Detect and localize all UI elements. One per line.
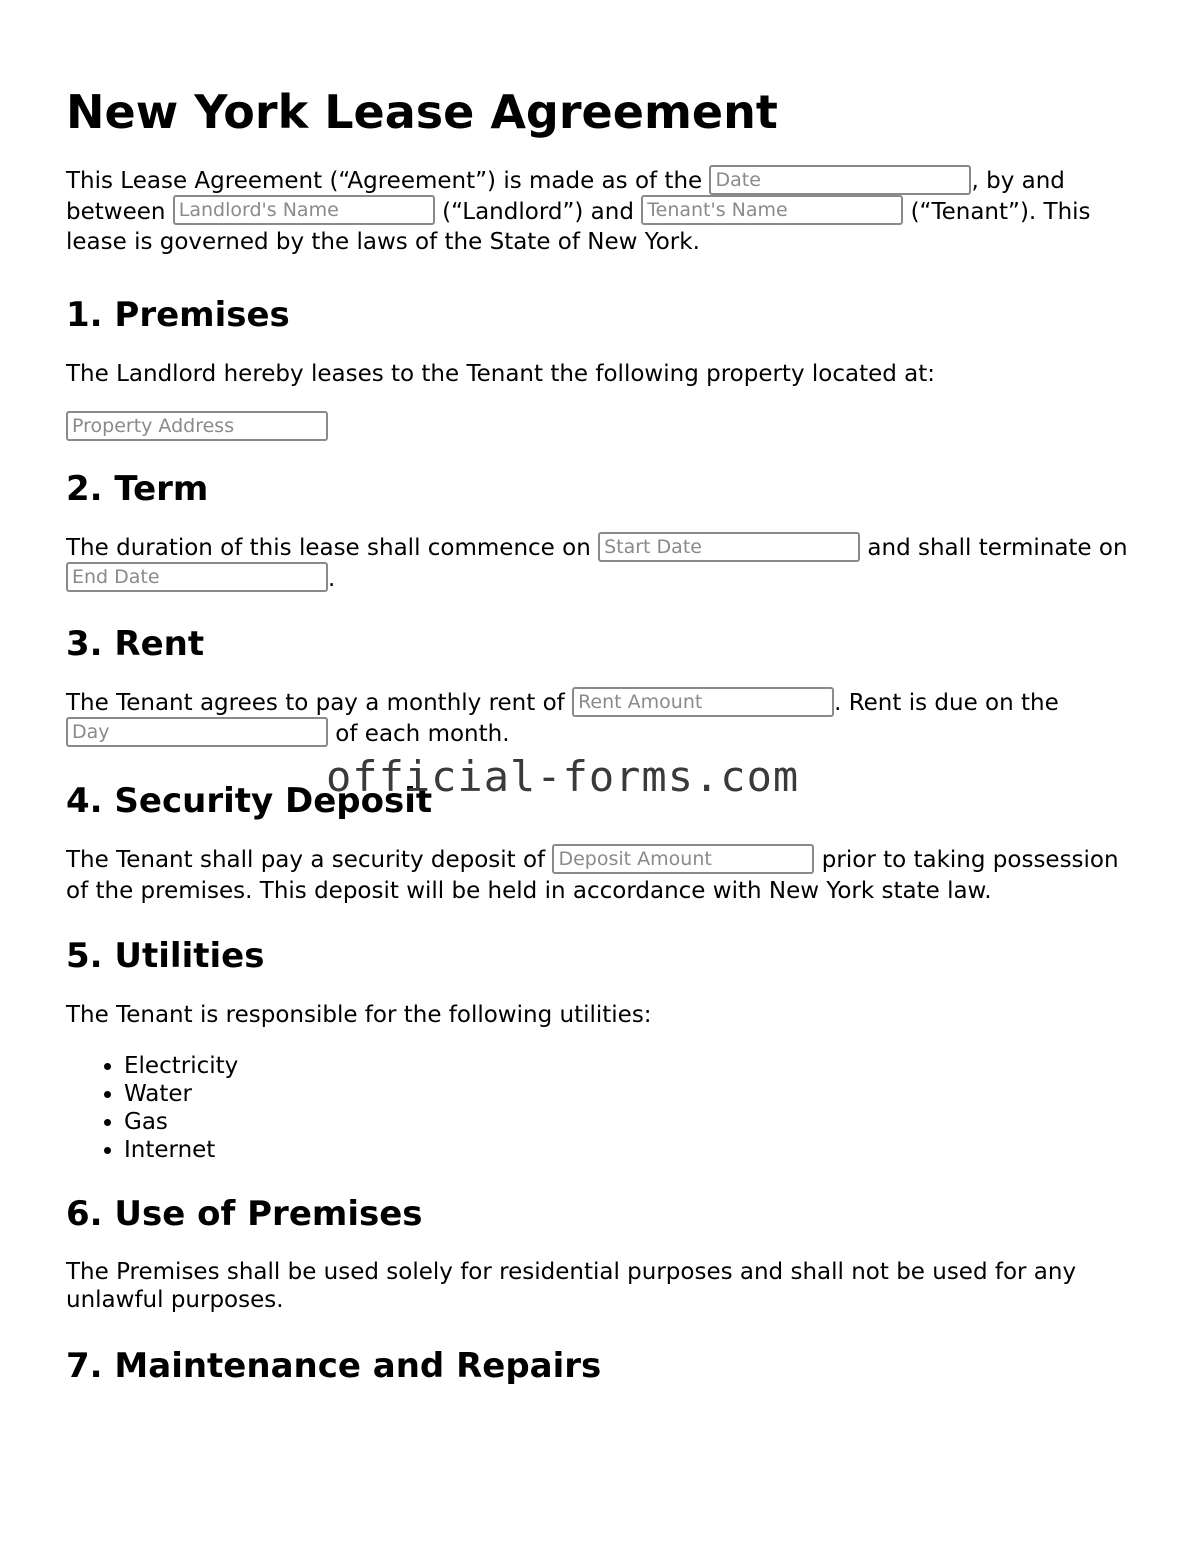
term-text-2: and shall terminate on bbox=[860, 535, 1128, 561]
deposit-paragraph bbox=[66, 845, 1136, 906]
rent-text-2: . Rent is due on the bbox=[834, 690, 1059, 716]
section-heading-maintenance: 7. Maintenance and Repairs bbox=[66, 1345, 602, 1386]
watermark-text: official-forms.com bbox=[326, 752, 800, 801]
use-text: The Premises shall be used solely for residential purposes and shall not be used for any unlawful purposes. bbox=[66, 1258, 1077, 1313]
intro-text-4: (“Tenant”). This lease is governed by the laws of the State of New York. bbox=[66, 198, 1091, 255]
lease-document bbox=[66, 0, 1136, 1386]
term-paragraph bbox=[66, 533, 1136, 594]
section-heading-term: 2. Term bbox=[66, 469, 209, 509]
deposit-text-1: The Tenant shall pay a security deposit of bbox=[66, 847, 553, 873]
list-item: • Electricity bbox=[124, 1052, 1136, 1080]
list-item: • Gas bbox=[124, 1108, 1136, 1136]
section-heading-rent: 3. Rent bbox=[66, 624, 205, 664]
rent-text-1: The Tenant agrees to pay a monthly rent of bbox=[66, 690, 573, 716]
date-field[interactable] bbox=[709, 165, 971, 195]
rent-text-3: of each month. bbox=[328, 720, 510, 747]
rent-paragraph bbox=[66, 688, 1136, 749]
intro-paragraph bbox=[66, 166, 1136, 257]
deposit-amount-field[interactable] bbox=[552, 844, 814, 874]
section-heading-premises: 1. Premises bbox=[66, 295, 290, 335]
section-heading-security-deposit: 4. Security Deposit bbox=[66, 781, 433, 821]
page-title: New York Lease Agreement bbox=[66, 85, 778, 139]
start-date-field[interactable] bbox=[598, 532, 860, 562]
term-text-1: The duration of this lease shall commence on bbox=[66, 535, 599, 561]
tenant-name-field[interactable] bbox=[641, 195, 903, 225]
utilities-text: The Tenant is responsible for the following utilities: bbox=[66, 1001, 652, 1028]
intro-text-2: , by and between bbox=[66, 168, 1065, 225]
utilities-list bbox=[66, 1052, 1136, 1164]
list-item: • Internet bbox=[124, 1136, 1136, 1164]
intro-text-1: This Lease Agreement (“Agreement”) is made as of the bbox=[66, 168, 710, 194]
end-date-field[interactable] bbox=[66, 562, 328, 592]
deposit-text-2: prior to taking possession of the premises. This deposit will be held in accordance with New York state law. bbox=[66, 847, 1119, 904]
premises-text: The Landlord hereby leases to the Tenant the following property located at: bbox=[66, 361, 936, 387]
section-heading-use-of-premises: 6. Use of Premises bbox=[66, 1193, 423, 1234]
landlord-name-field[interactable] bbox=[173, 195, 435, 225]
property-address-field[interactable] bbox=[66, 411, 328, 441]
rent-amount-field[interactable] bbox=[572, 687, 834, 717]
section-heading-utilities: 5. Utilities bbox=[66, 935, 265, 976]
intro-text-3: (“Landlord”) and bbox=[434, 198, 642, 225]
term-text-3: . bbox=[328, 565, 336, 592]
list-item: • Water bbox=[124, 1080, 1136, 1108]
rent-day-field[interactable] bbox=[66, 717, 328, 747]
